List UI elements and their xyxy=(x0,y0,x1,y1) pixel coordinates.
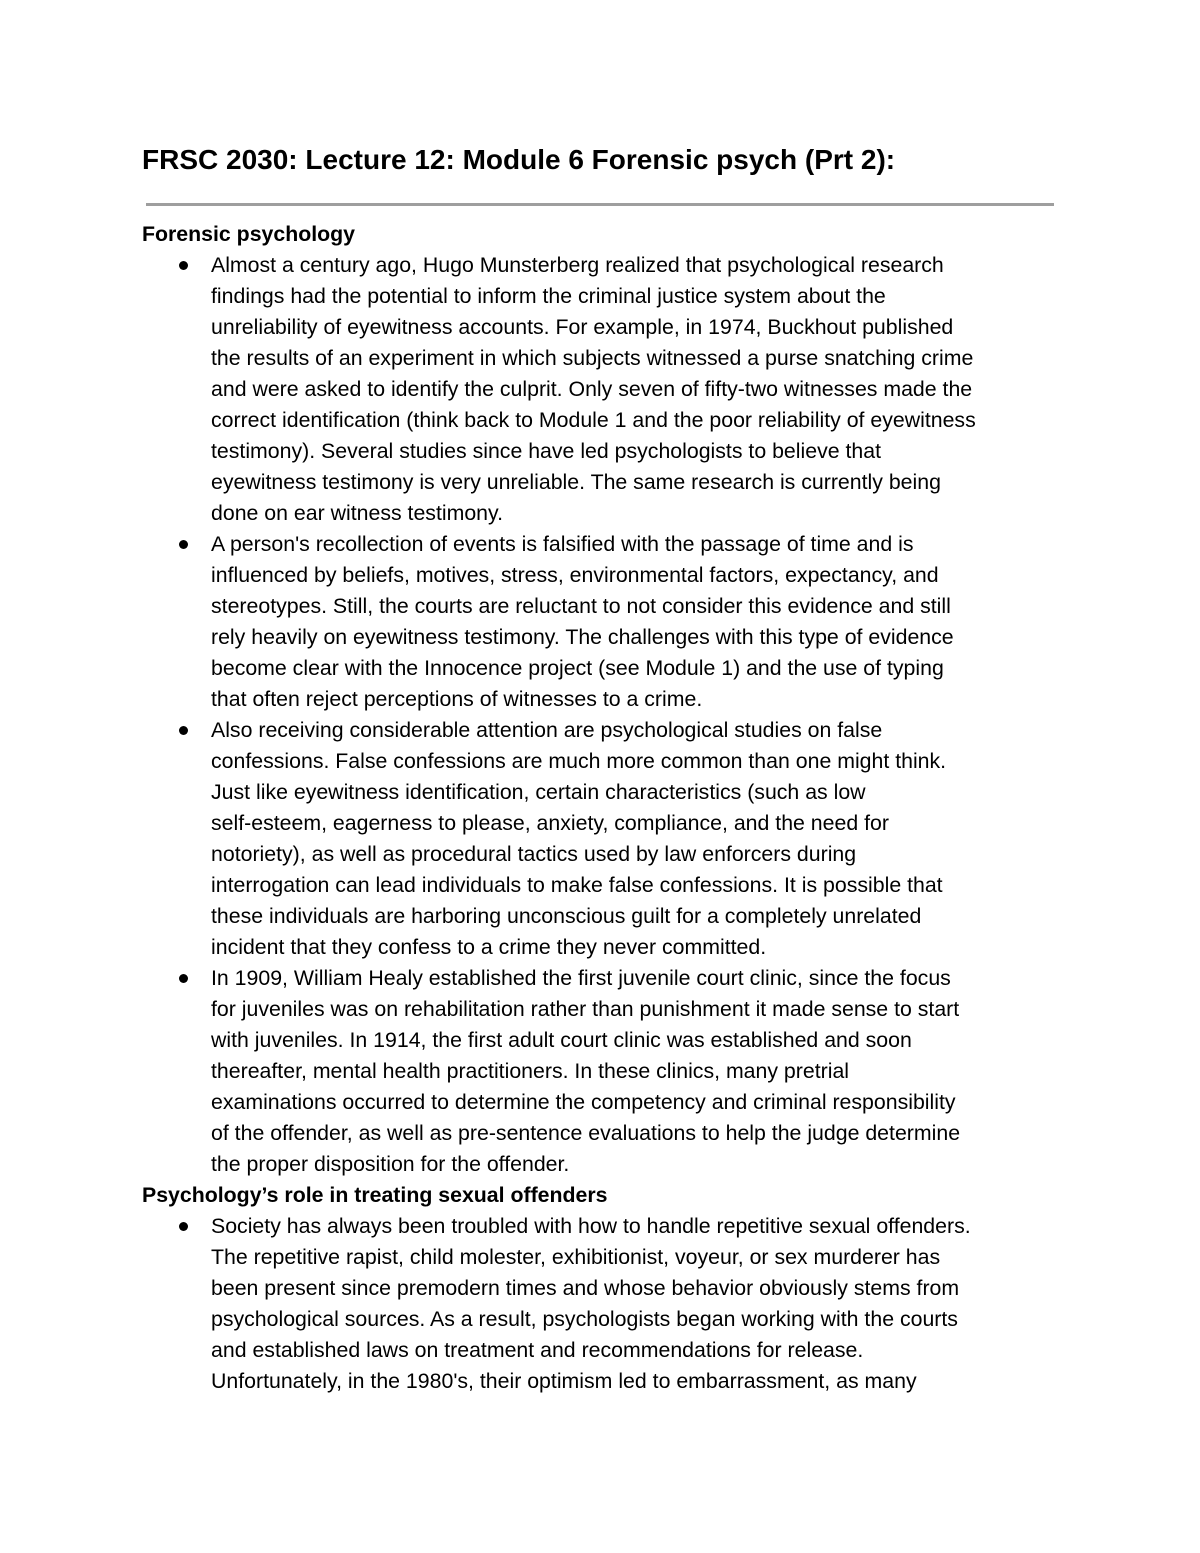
text-line: that often reject perceptions of witnesses to a crime. xyxy=(211,687,703,711)
text-line: done on ear witness testimony. xyxy=(211,501,504,525)
document-body xyxy=(142,219,1082,1397)
section-heading: Forensic psychology xyxy=(142,222,356,246)
text-line: confessions. False confessions are much more common than one might think. xyxy=(211,749,947,773)
text-line: findings had the potential to inform the criminal justice system about the xyxy=(211,284,886,308)
document-title: FRSC 2030: Lecture 12: Module 6 Forensic psych (Prt 2): xyxy=(142,144,896,175)
list-item xyxy=(211,529,1082,715)
list-item xyxy=(211,715,1082,963)
text-line: rely heavily on eyewitness testimony. The challenges with this type of evidence xyxy=(211,625,954,649)
text-line: In 1909, William Healy established the first juvenile court clinic, since the focus xyxy=(211,966,951,990)
bullet-icon xyxy=(179,261,188,270)
text-line: Unfortunately, in the 1980's, their optimism led to embarrassment, as many xyxy=(211,1369,917,1393)
text-line: testimony). Several studies since have led psychologists to believe that xyxy=(211,439,882,463)
text-line: The repetitive rapist, child molester, exhibitionist, voyeur, or sex murderer has xyxy=(211,1245,941,1269)
text-line: interrogation can lead individuals to make false confessions. It is possible that xyxy=(211,873,943,897)
section-forensic-psychology xyxy=(142,219,1082,1180)
bullet-icon xyxy=(179,974,188,983)
text-line: the proper disposition for the offender. xyxy=(211,1152,570,1176)
section-heading: Psychology’s role in treating sexual offenders xyxy=(142,1183,608,1207)
text-line: for juveniles was on rehabilitation rather than punishment it made sense to start xyxy=(211,997,960,1021)
bullet-icon xyxy=(179,540,188,549)
text-line: unreliability of eyewitness accounts. For example, in 1974, Buckhout published xyxy=(211,315,954,339)
text-line: Almost a century ago, Hugo Munsterberg realized that psychological research xyxy=(211,253,944,277)
text-line: examinations occurred to determine the competency and criminal responsibility xyxy=(211,1090,956,1114)
text-line: correct identification (think back to Module 1 and the poor reliability of eyewitness xyxy=(211,408,976,432)
text-line: become clear with the Innocence project (see Module 1) and the use of typing xyxy=(211,656,944,680)
text-line: been present since premodern times and whose behavior obviously stems from xyxy=(211,1276,960,1300)
text-line: and established laws on treatment and recommendations for release. xyxy=(211,1338,864,1362)
bullet-icon xyxy=(179,726,188,735)
text-line: and were asked to identify the culprit. Only seven of fifty-two witnesses made the xyxy=(211,377,973,401)
list-item xyxy=(211,250,1082,529)
list-item xyxy=(211,963,1082,1180)
title-divider xyxy=(146,203,1054,206)
bullet-icon xyxy=(179,1222,188,1231)
text-line: influenced by beliefs, motives, stress, environmental factors, expectancy, and xyxy=(211,563,939,587)
bullet-list xyxy=(142,1211,1082,1397)
text-line: self-esteem, eagerness to please, anxiety, compliance, and the need for xyxy=(211,811,889,835)
text-line: Society has always been troubled with how to handle repetitive sexual offenders. xyxy=(211,1214,971,1238)
bullet-list xyxy=(142,250,1082,1180)
text-line: Just like eyewitness identification, certain characteristics (such as low xyxy=(211,780,866,804)
text-line: Also receiving considerable attention are psychological studies on false xyxy=(211,718,883,742)
text-line: these individuals are harboring unconscious guilt for a completely unrelated xyxy=(211,904,922,928)
text-line: A person's recollection of events is falsified with the passage of time and is xyxy=(211,532,914,556)
text-line: psychological sources. As a result, psychologists began working with the courts xyxy=(211,1307,958,1331)
text-line: with juveniles. In 1914, the first adult court clinic was established and soon xyxy=(211,1028,912,1052)
text-line: the results of an experiment in which subjects witnessed a purse snatching crime xyxy=(211,346,974,370)
text-line: stereotypes. Still, the courts are reluctant to not consider this evidence and still xyxy=(211,594,951,618)
section-sexual-offenders xyxy=(142,1180,1082,1397)
text-line: eyewitness testimony is very unreliable. The same research is currently being xyxy=(211,470,941,494)
text-line: of the offender, as well as pre-sentence evaluations to help the judge determine xyxy=(211,1121,961,1145)
text-line: thereafter, mental health practitioners. In these clinics, many pretrial xyxy=(211,1059,850,1083)
list-item xyxy=(211,1211,1082,1397)
text-line: incident that they confess to a crime they never committed. xyxy=(211,935,767,959)
text-line: notoriety), as well as procedural tactics used by law enforcers during xyxy=(211,842,857,866)
